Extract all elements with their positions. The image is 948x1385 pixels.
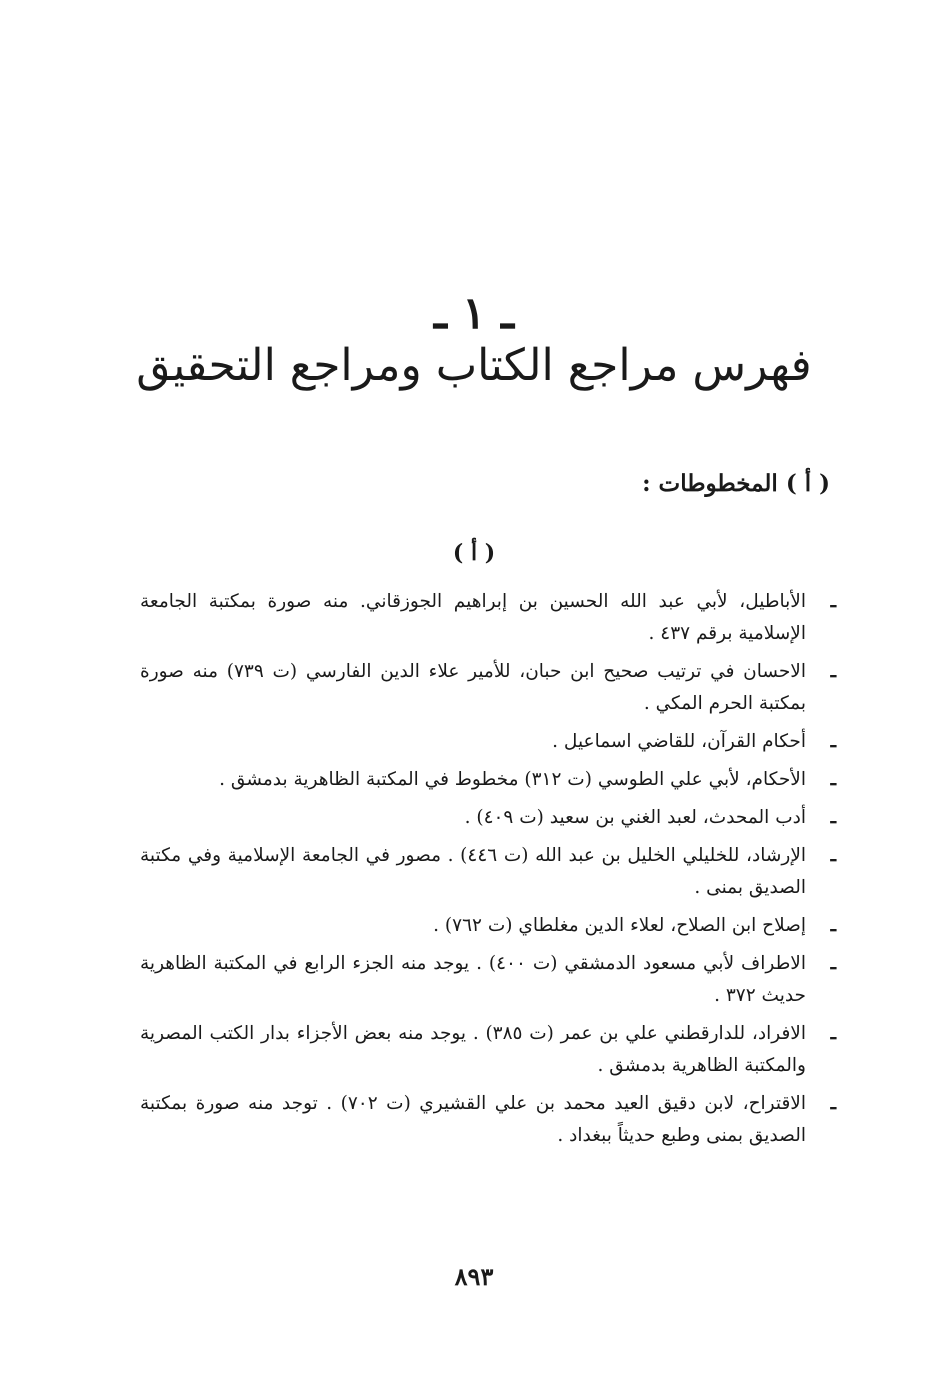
letter-heading: ( أ ) xyxy=(452,540,496,566)
subsection-heading: ( أ ) المخطوطات : xyxy=(642,470,830,497)
reference-entry xyxy=(140,726,836,758)
entry-dash: ـ xyxy=(830,769,836,790)
entry-dash: ـ xyxy=(830,591,836,612)
reference-entry xyxy=(140,840,836,904)
reference-entry xyxy=(140,802,836,834)
entry-text: الاقتراح، لابن دقيق العيد محمد بن علي القشيري (ت ٧٠٢) . توجد منه صورة بمكتبة الصديق بمنى وطبع حديثاً ببغداد . xyxy=(140,1093,806,1146)
entry-dash: ـ xyxy=(830,1093,836,1114)
entry-dash: ـ xyxy=(830,731,836,752)
entry-dash: ـ xyxy=(830,845,836,866)
reference-entry xyxy=(140,910,836,942)
page-number: ٨٩٣ xyxy=(454,1262,494,1291)
reference-entry xyxy=(140,1088,836,1152)
reference-entry xyxy=(140,656,836,720)
entry-dash: ـ xyxy=(830,953,836,974)
entry-text: أحكام القرآن، للقاضي اسماعيل . xyxy=(552,731,806,752)
entry-text: الاحسان في ترتيب صحيح ابن حبان، للأمير علاء الدين الفارسي (ت ٧٣٩) منه صورة بمكتبة الحرم المكي . xyxy=(140,661,806,714)
reference-list xyxy=(140,586,836,1158)
entry-dash: ـ xyxy=(830,661,836,682)
entry-text: الأباطيل، لأبي عبد الله الحسين بن إبراهيم الجوزقاني. منه صورة بمكتبة الجامعة الإسلامية برقم ٤٣٧ . xyxy=(140,591,806,644)
entry-dash: ـ xyxy=(830,1023,836,1044)
section-number: ـ ١ ـ xyxy=(433,288,515,339)
entry-text: الافراد، للدارقطني علي بن عمر (ت ٣٨٥) . يوجد منه بعض الأجزاء بدار الكتب المصرية والمكتبة الظاهرية بدمشق . xyxy=(140,1023,806,1076)
entry-text: الإرشاد، للخليلي الخليل بن عبد الله (ت ٤٤٦) . مصور في الجامعة الإسلامية وفي مكتبة الصديق بمنى . xyxy=(140,845,807,898)
reference-entry xyxy=(140,948,836,1012)
entry-dash: ـ xyxy=(830,915,836,936)
entry-dash: ـ xyxy=(830,807,836,828)
entry-text: إصلاح ابن الصلاح، لعلاء الدين مغلطاي (ت ٧٦٢) . xyxy=(433,915,806,936)
entry-text: أدب المحدث، لعبد الغني بن سعيد (ت ٤٠٩) . xyxy=(464,807,806,828)
reference-entry xyxy=(140,764,836,796)
entry-text: الاطراف لأبي مسعود الدمشقي (ت ٤٠٠) . يوجد منه الجزء الرابع في المكتبة الظاهرية حديث ٣٧٢ . xyxy=(140,953,806,1006)
page-title: فهرس مراجع الكتاب ومراجع التحقيق xyxy=(136,340,812,391)
reference-entry xyxy=(140,586,836,650)
entry-text: الأحكام، لأبي علي الطوسي (ت ٣١٢) مخطوط في المكتبة الظاهرية بدمشق . xyxy=(219,769,806,790)
reference-entry xyxy=(140,1018,836,1082)
